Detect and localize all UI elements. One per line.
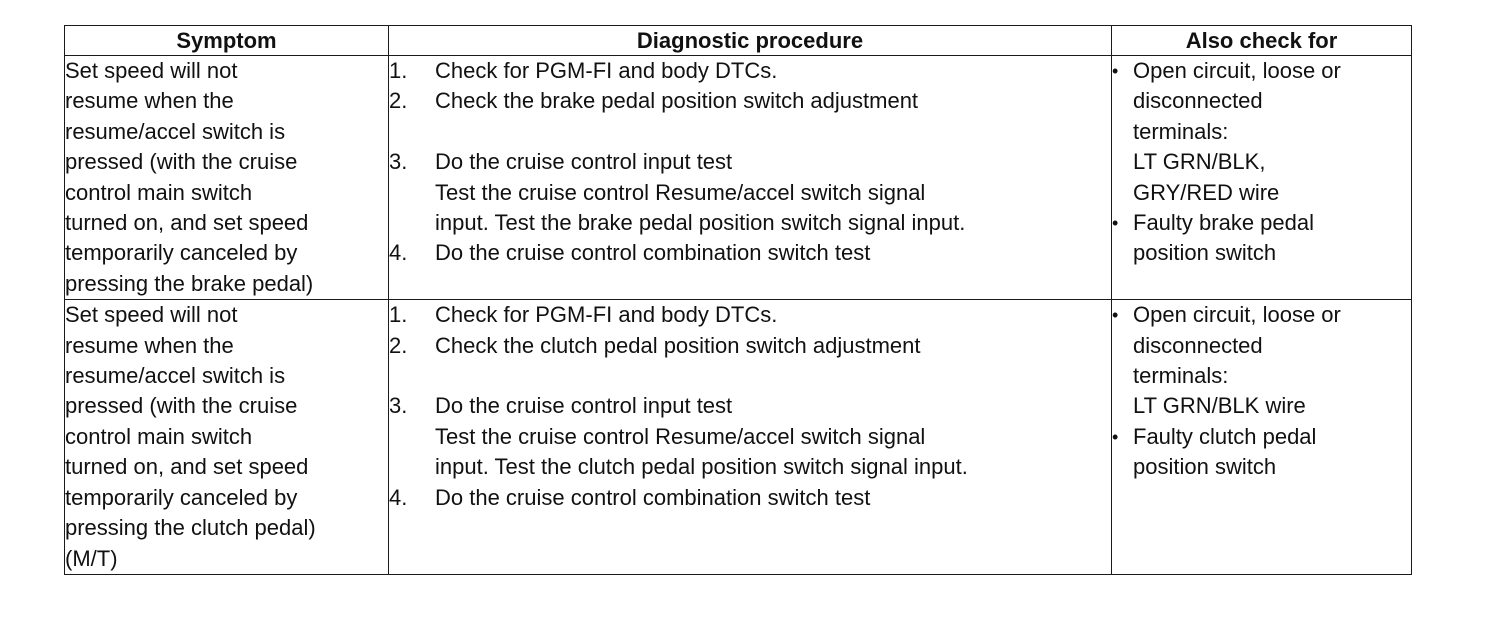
header-procedure: Diagnostic procedure (389, 26, 1112, 56)
symptom-line: temporarily canceled by (65, 484, 298, 510)
procedure-step (389, 452, 1111, 482)
step-text: Do the cruise control input test (435, 149, 733, 175)
procedure-step (389, 86, 1111, 116)
check-line: Faulty clutch pedal (1133, 423, 1317, 449)
table-row (65, 56, 1412, 300)
step-text: input. Test the brake pedal position switch signal input. (435, 210, 966, 236)
check-line: LT GRN/BLK, (1133, 149, 1266, 175)
step-text: Do the cruise control combination switch test (435, 484, 871, 510)
header-row (65, 26, 1412, 56)
check-item (1112, 56, 1411, 208)
step-number: 1. (389, 302, 408, 328)
step-number (389, 208, 435, 238)
symptom-line: resume when the (65, 332, 234, 358)
header-also-check: Also check for (1112, 26, 1412, 56)
check-line: LT GRN/BLK wire (1133, 393, 1306, 419)
symptom-line: turned on, and set speed (65, 454, 309, 480)
also-check-cell (1112, 300, 1412, 575)
symptom-line: control main switch (65, 423, 253, 449)
symptom-line: pressed (with the cruise (65, 149, 298, 175)
symptom-line: turned on, and set speed (65, 210, 309, 236)
step-text: Check for PGM-FI and body DTCs. (435, 58, 778, 83)
also-check-cell (1112, 56, 1412, 300)
step-text: Do the cruise control input test (435, 393, 733, 419)
check-line: GRY/RED wire (1133, 179, 1280, 205)
step-number: 4. (389, 240, 408, 266)
check-line: position switch (1133, 240, 1277, 266)
bullet-icon: • (1112, 426, 1119, 447)
check-line: terminals: (1133, 118, 1229, 144)
symptom-line: resume/accel switch is (65, 363, 286, 389)
step-text: Test the cruise control Resume/accel switch signal (435, 423, 926, 449)
step-number: 2. (389, 332, 408, 358)
step-text: Check for PGM-FI and body DTCs. (435, 302, 778, 328)
bullet-icon: • (1112, 213, 1119, 234)
symptom-line: (M/T) (65, 545, 118, 571)
symptom-line: resume/accel switch is (65, 118, 286, 144)
step-number (389, 422, 435, 452)
check-line: disconnected (1133, 332, 1263, 358)
check-line: Open circuit, loose or (1133, 58, 1341, 83)
step-number: 1. (389, 58, 408, 83)
check-line: position switch (1133, 454, 1277, 480)
symptom-line: temporarily canceled by (65, 240, 298, 266)
symptom-line: resume when the (65, 88, 234, 114)
spacer (389, 117, 1111, 147)
header-symptom: Symptom (65, 26, 389, 56)
diagnostic-table (64, 25, 1412, 575)
check-line: disconnected (1133, 88, 1263, 114)
symptom-line: Set speed will not (65, 58, 238, 83)
step-text: Test the cruise control Resume/accel switch signal (435, 179, 926, 205)
procedure-cell (389, 300, 1112, 575)
step-number (389, 178, 435, 208)
check-line: Faulty brake pedal (1133, 210, 1314, 236)
procedure-step (389, 422, 1111, 452)
procedure-step (389, 208, 1111, 238)
spacer (389, 361, 1111, 391)
procedure-step (389, 300, 1111, 330)
procedure-step (389, 483, 1111, 513)
step-text: Check the clutch pedal position switch adjustment (435, 332, 921, 358)
symptom-cell (65, 300, 389, 575)
step-text: Do the cruise control combination switch test (435, 240, 871, 266)
table-row (65, 300, 1412, 575)
symptom-line: pressed (with the cruise (65, 393, 298, 419)
step-number: 4. (389, 484, 408, 510)
symptom-line: pressing the brake pedal) (65, 270, 314, 296)
step-number: 3. (389, 393, 408, 419)
check-line: Open circuit, loose or (1133, 302, 1341, 328)
procedure-step (389, 178, 1111, 208)
symptom-line: pressing the clutch pedal) (65, 515, 316, 541)
symptom-cell (65, 56, 389, 300)
procedure-step (389, 56, 1111, 86)
check-item (1112, 300, 1411, 422)
symptom-line: control main switch (65, 179, 253, 205)
step-number (389, 452, 435, 482)
bullet-icon: • (1112, 61, 1119, 81)
procedure-step (389, 391, 1111, 421)
check-item (1112, 422, 1411, 483)
check-line: terminals: (1133, 363, 1229, 389)
step-text: input. Test the clutch pedal position switch signal input. (435, 454, 968, 480)
step-number: 2. (389, 88, 408, 114)
procedure-step (389, 238, 1111, 268)
symptom-line: Set speed will not (65, 302, 238, 328)
procedure-step (389, 147, 1111, 177)
check-item (1112, 208, 1411, 269)
step-number: 3. (389, 149, 408, 175)
bullet-icon: • (1112, 305, 1119, 326)
step-text: Check the brake pedal position switch adjustment (435, 88, 919, 114)
procedure-cell (389, 56, 1112, 300)
procedure-step (389, 331, 1111, 361)
